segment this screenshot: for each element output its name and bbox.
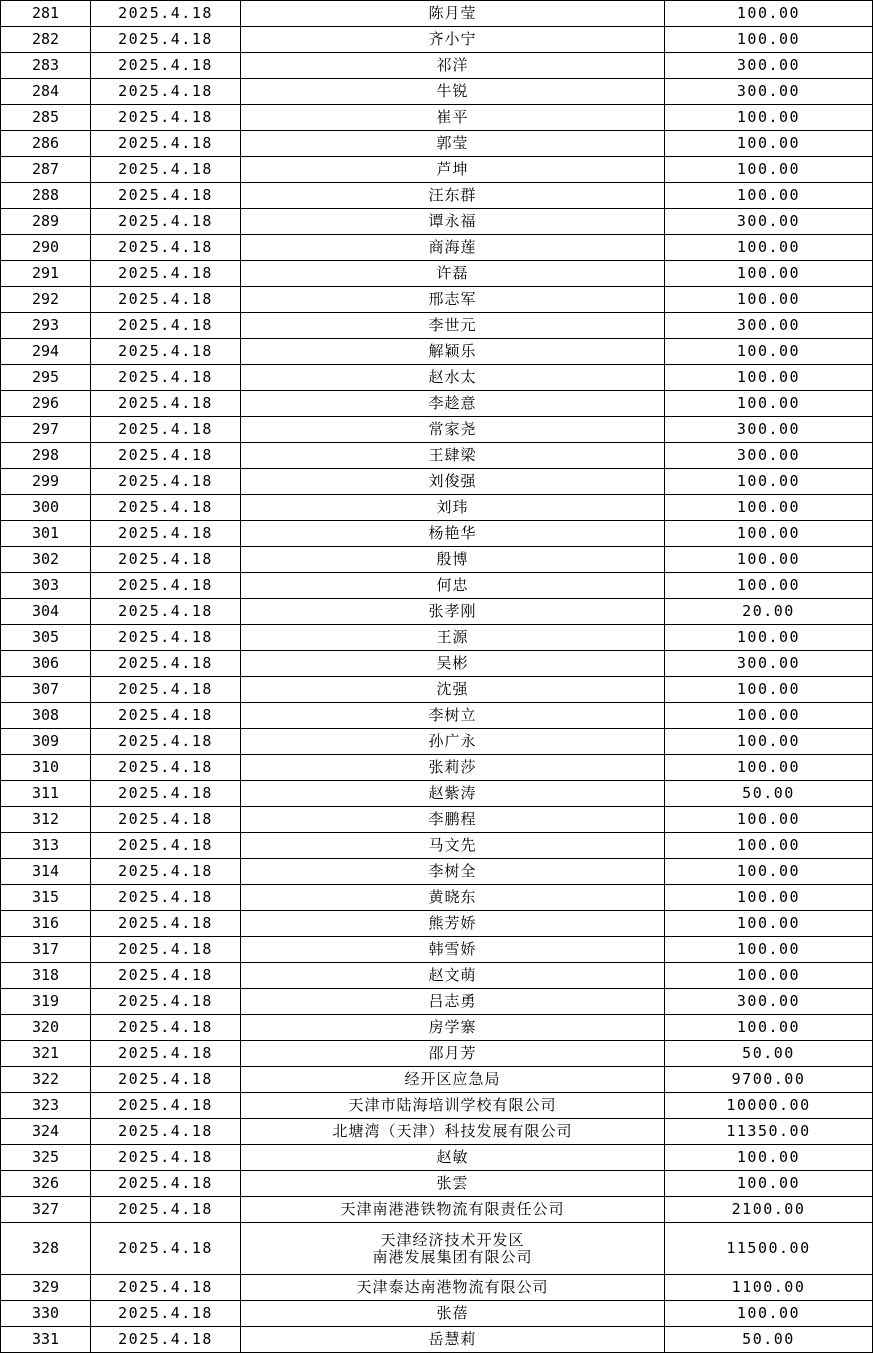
date-cell: 2025.4.18 [91,911,241,937]
amount-cell: 11500.00 [665,1223,873,1275]
row-number-cell: 325 [1,1145,91,1171]
table-row [1,911,873,937]
donor-name-cell: 陈月莹 [241,1,665,27]
row-number-cell: 293 [1,313,91,339]
row-number-cell: 301 [1,521,91,547]
donor-name-cell: 何忠 [241,573,665,599]
table-row [1,339,873,365]
row-number-cell: 290 [1,235,91,261]
row-number-cell: 283 [1,53,91,79]
row-number-cell: 286 [1,131,91,157]
donor-name-cell: 李趁意 [241,391,665,417]
amount-cell: 100.00 [665,859,873,885]
table-row [1,937,873,963]
donor-name-cell: 张蓓 [241,1301,665,1327]
amount-cell: 100.00 [665,755,873,781]
table-row [1,183,873,209]
date-cell: 2025.4.18 [91,1,241,27]
amount-cell: 100.00 [665,885,873,911]
donor-name-cell: 殷博 [241,547,665,573]
row-number-cell: 321 [1,1041,91,1067]
table-row [1,391,873,417]
table-row [1,1171,873,1197]
table-row [1,625,873,651]
row-number-cell: 327 [1,1197,91,1223]
donor-name-cell: 赵水太 [241,365,665,391]
donor-name-cell: 李树全 [241,859,665,885]
amount-cell: 100.00 [665,625,873,651]
table-row [1,521,873,547]
date-cell: 2025.4.18 [91,1145,241,1171]
amount-cell: 100.00 [665,547,873,573]
row-number-cell: 330 [1,1301,91,1327]
date-cell: 2025.4.18 [91,833,241,859]
amount-cell: 100.00 [665,677,873,703]
donor-name-cell: 天津市陆海培训学校有限公司 [241,1093,665,1119]
amount-cell: 1100.00 [665,1275,873,1301]
amount-cell: 100.00 [665,963,873,989]
donor-name-cell: 岳慧莉 [241,1327,665,1353]
table-row [1,651,873,677]
table-row [1,885,873,911]
table-row [1,1145,873,1171]
donor-name-cell: 解颖乐 [241,339,665,365]
table-row [1,469,873,495]
row-number-cell: 331 [1,1327,91,1353]
table-row [1,677,873,703]
row-number-cell: 299 [1,469,91,495]
table-row [1,1067,873,1093]
date-cell: 2025.4.18 [91,495,241,521]
row-number-cell: 308 [1,703,91,729]
row-number-cell: 329 [1,1275,91,1301]
row-number-cell: 312 [1,807,91,833]
row-number-cell: 318 [1,963,91,989]
table-row [1,729,873,755]
table-row [1,365,873,391]
donor-name-cell: 经开区应急局 [241,1067,665,1093]
donor-name-cell: 李世元 [241,313,665,339]
row-number-cell: 292 [1,287,91,313]
date-cell: 2025.4.18 [91,1067,241,1093]
date-cell: 2025.4.18 [91,417,241,443]
amount-cell: 100.00 [665,937,873,963]
amount-cell: 20.00 [665,599,873,625]
amount-cell: 100.00 [665,495,873,521]
date-cell: 2025.4.18 [91,781,241,807]
donor-name-cell: 邵月芳 [241,1041,665,1067]
donor-name-cell: 黄晓东 [241,885,665,911]
row-number-cell: 304 [1,599,91,625]
donor-name-cell: 刘俊强 [241,469,665,495]
date-cell: 2025.4.18 [91,521,241,547]
donor-name-cell: 张莉莎 [241,755,665,781]
table-row [1,157,873,183]
date-cell: 2025.4.18 [91,937,241,963]
donor-name-cell: 郭莹 [241,131,665,157]
donor-name-cell: 常家尧 [241,417,665,443]
amount-cell: 100.00 [665,573,873,599]
amount-cell: 100.00 [665,391,873,417]
amount-cell: 100.00 [665,1171,873,1197]
table-row [1,443,873,469]
donor-name-cell: 齐小宁 [241,27,665,53]
amount-cell: 100.00 [665,157,873,183]
amount-cell: 300.00 [665,79,873,105]
date-cell: 2025.4.18 [91,885,241,911]
row-number-cell: 310 [1,755,91,781]
donor-name-cell: 赵敏 [241,1145,665,1171]
amount-cell: 100.00 [665,261,873,287]
donor-name-cell: 赵紫涛 [241,781,665,807]
table-row [1,1327,873,1353]
date-cell: 2025.4.18 [91,469,241,495]
date-cell: 2025.4.18 [91,703,241,729]
row-number-cell: 303 [1,573,91,599]
donor-name-cell: 许磊 [241,261,665,287]
table-row [1,79,873,105]
table-row [1,1197,873,1223]
date-cell: 2025.4.18 [91,209,241,235]
row-number-cell: 328 [1,1223,91,1275]
amount-cell: 100.00 [665,703,873,729]
date-cell: 2025.4.18 [91,261,241,287]
date-cell: 2025.4.18 [91,27,241,53]
date-cell: 2025.4.18 [91,651,241,677]
row-number-cell: 306 [1,651,91,677]
row-number-cell: 296 [1,391,91,417]
donor-name-cell: 天津南港港铁物流有限责任公司 [241,1197,665,1223]
date-cell: 2025.4.18 [91,729,241,755]
date-cell: 2025.4.18 [91,53,241,79]
table-row [1,807,873,833]
donor-name-cell: 房学寨 [241,1015,665,1041]
donor-name-cell: 邢志军 [241,287,665,313]
donor-name-line: 南港发展集团有限公司 [372,1247,533,1266]
donor-name-cell: 王肆梁 [241,443,665,469]
row-number-cell: 282 [1,27,91,53]
row-number-cell: 313 [1,833,91,859]
date-cell: 2025.4.18 [91,625,241,651]
table-row [1,755,873,781]
row-number-cell: 314 [1,859,91,885]
row-number-cell: 317 [1,937,91,963]
amount-cell: 100.00 [665,469,873,495]
row-number-cell: 307 [1,677,91,703]
donor-name-cell: 孙广永 [241,729,665,755]
date-cell: 2025.4.18 [91,339,241,365]
amount-cell: 100.00 [665,729,873,755]
date-cell: 2025.4.18 [91,131,241,157]
table-row [1,53,873,79]
amount-cell: 100.00 [665,105,873,131]
donor-name-cell: 崔平 [241,105,665,131]
amount-cell: 100.00 [665,807,873,833]
date-cell: 2025.4.18 [91,235,241,261]
amount-cell: 300.00 [665,651,873,677]
donor-name-cell: 吕志勇 [241,989,665,1015]
amount-cell: 100.00 [665,27,873,53]
amount-cell: 100.00 [665,183,873,209]
table-row [1,105,873,131]
row-number-cell: 295 [1,365,91,391]
date-cell: 2025.4.18 [91,157,241,183]
date-cell: 2025.4.18 [91,547,241,573]
table-row [1,131,873,157]
donor-name-cell: 吴彬 [241,651,665,677]
row-number-cell: 294 [1,339,91,365]
date-cell: 2025.4.18 [91,1119,241,1145]
ledger-body [1,1,873,1353]
amount-cell: 100.00 [665,365,873,391]
row-number-cell: 322 [1,1067,91,1093]
table-row [1,1,873,27]
amount-cell: 2100.00 [665,1197,873,1223]
amount-cell: 300.00 [665,53,873,79]
table-row [1,573,873,599]
amount-cell: 300.00 [665,209,873,235]
donor-name-cell: 张雲 [241,1171,665,1197]
amount-cell: 11350.00 [665,1119,873,1145]
table-row [1,1275,873,1301]
table-row [1,547,873,573]
row-number-cell: 289 [1,209,91,235]
donor-name-cell: 韩雪娇 [241,937,665,963]
row-number-cell: 297 [1,417,91,443]
table-row [1,599,873,625]
date-cell: 2025.4.18 [91,287,241,313]
date-cell: 2025.4.18 [91,1275,241,1301]
donor-name-cell: 刘玮 [241,495,665,521]
donor-name-cell: 沈强 [241,677,665,703]
donor-name-cell: 赵文萌 [241,963,665,989]
date-cell: 2025.4.18 [91,391,241,417]
table-row [1,313,873,339]
amount-cell: 50.00 [665,1041,873,1067]
date-cell: 2025.4.18 [91,1327,241,1353]
amount-cell: 300.00 [665,989,873,1015]
date-cell: 2025.4.18 [91,1171,241,1197]
date-cell: 2025.4.18 [91,105,241,131]
amount-cell: 100.00 [665,131,873,157]
date-cell: 2025.4.18 [91,313,241,339]
amount-cell: 100.00 [665,1,873,27]
row-number-cell: 319 [1,989,91,1015]
table-row [1,495,873,521]
donor-name-cell: 马文先 [241,833,665,859]
date-cell: 2025.4.18 [91,599,241,625]
amount-cell: 100.00 [665,521,873,547]
donor-name-cell: 李树立 [241,703,665,729]
donor-name-cell: 汪东群 [241,183,665,209]
amount-cell: 300.00 [665,417,873,443]
table-row [1,287,873,313]
amount-cell: 9700.00 [665,1067,873,1093]
row-number-cell: 287 [1,157,91,183]
amount-cell: 100.00 [665,1145,873,1171]
table-row [1,833,873,859]
row-number-cell: 281 [1,1,91,27]
donor-name-cell: 杨艳华 [241,521,665,547]
row-number-cell: 309 [1,729,91,755]
donor-name-line: 天津经济技术开发区 [380,1230,525,1249]
donor-name-cell: 李鹏程 [241,807,665,833]
date-cell: 2025.4.18 [91,1015,241,1041]
date-cell: 2025.4.18 [91,79,241,105]
table-row [1,781,873,807]
donor-name-cell: 张孝刚 [241,599,665,625]
date-cell: 2025.4.18 [91,573,241,599]
row-number-cell: 302 [1,547,91,573]
table-row [1,1119,873,1145]
date-cell: 2025.4.18 [91,183,241,209]
amount-cell: 100.00 [665,911,873,937]
table-row [1,1223,873,1275]
donor-name-cell: 王源 [241,625,665,651]
row-number-cell: 316 [1,911,91,937]
table-row [1,1301,873,1327]
donor-name-cell: 熊芳娇 [241,911,665,937]
table-row [1,1015,873,1041]
table-row [1,703,873,729]
table-row [1,1093,873,1119]
row-number-cell: 323 [1,1093,91,1119]
date-cell: 2025.4.18 [91,1093,241,1119]
amount-cell: 100.00 [665,1301,873,1327]
amount-cell: 100.00 [665,833,873,859]
row-number-cell: 285 [1,105,91,131]
date-cell: 2025.4.18 [91,1223,241,1275]
row-number-cell: 305 [1,625,91,651]
donor-name-cell: 北塘湾（天津）科技发展有限公司 [241,1119,665,1145]
row-number-cell: 320 [1,1015,91,1041]
amount-cell: 50.00 [665,781,873,807]
table-row [1,989,873,1015]
row-number-cell: 326 [1,1171,91,1197]
amount-cell: 50.00 [665,1327,873,1353]
date-cell: 2025.4.18 [91,677,241,703]
row-number-cell: 298 [1,443,91,469]
donor-name-cell: 谭永福 [241,209,665,235]
date-cell: 2025.4.18 [91,443,241,469]
amount-cell: 10000.00 [665,1093,873,1119]
date-cell: 2025.4.18 [91,807,241,833]
row-number-cell: 324 [1,1119,91,1145]
row-number-cell: 315 [1,885,91,911]
amount-cell: 100.00 [665,287,873,313]
table-row [1,27,873,53]
date-cell: 2025.4.18 [91,1301,241,1327]
amount-cell: 100.00 [665,235,873,261]
table-row [1,1041,873,1067]
table-row [1,261,873,287]
date-cell: 2025.4.18 [91,755,241,781]
date-cell: 2025.4.18 [91,365,241,391]
table-row [1,417,873,443]
amount-cell: 300.00 [665,313,873,339]
donor-name-cell: 祁洋 [241,53,665,79]
amount-cell: 100.00 [665,1015,873,1041]
row-number-cell: 288 [1,183,91,209]
donor-name-cell [241,1223,665,1275]
table-row [1,963,873,989]
table-row [1,209,873,235]
table-row [1,235,873,261]
date-cell: 2025.4.18 [91,859,241,885]
amount-cell: 300.00 [665,443,873,469]
date-cell: 2025.4.18 [91,1197,241,1223]
donor-name-cell: 天津泰达南港物流有限公司 [241,1275,665,1301]
row-number-cell: 291 [1,261,91,287]
donor-name-cell: 牛锐 [241,79,665,105]
donor-name-cell: 芦坤 [241,157,665,183]
table-row [1,859,873,885]
date-cell: 2025.4.18 [91,1041,241,1067]
row-number-cell: 284 [1,79,91,105]
row-number-cell: 311 [1,781,91,807]
row-number-cell: 300 [1,495,91,521]
amount-cell: 100.00 [665,339,873,365]
donor-name-cell: 商海莲 [241,235,665,261]
date-cell: 2025.4.18 [91,963,241,989]
date-cell: 2025.4.18 [91,989,241,1015]
